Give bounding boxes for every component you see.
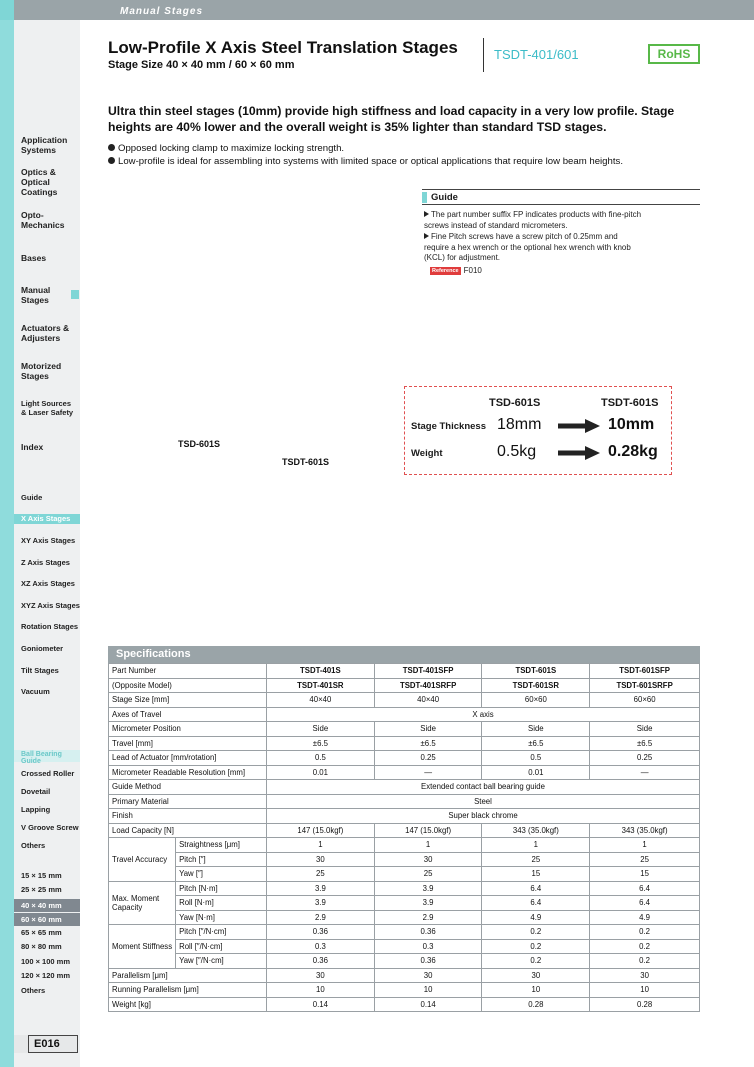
table-row — [109, 838, 700, 853]
row-label: Micrometer Position — [109, 722, 267, 737]
comparison-box — [404, 386, 672, 475]
feature-bullet-2-text: Low-profile is ideal for assembling into systems with limited space or optical applications that require low beam heights. — [118, 156, 623, 167]
table-cell: 1 — [590, 838, 700, 853]
left-stripe — [0, 20, 14, 1067]
table-cell: 6.4 — [590, 881, 700, 896]
reference-badge: Reference — [432, 268, 459, 274]
guide-header — [422, 189, 700, 205]
table-cell: Side — [482, 722, 590, 737]
table-cell: 343 (35.0kgf) — [482, 823, 590, 838]
table-cell: 0.28 — [482, 997, 590, 1012]
table-cell: Side — [590, 722, 700, 737]
row-label: Roll [N·m] — [176, 896, 267, 911]
sidebar-item-manual-stages[interactable]: Manual Stages — [21, 285, 51, 305]
table-cell: 343 (35.0kgf) — [590, 823, 700, 838]
table-cell: 2.9 — [374, 910, 482, 925]
table-cell: Side — [267, 722, 375, 737]
table-row — [109, 939, 700, 954]
sidebar-item-optics[interactable]: Optics & Optical Coatings — [21, 167, 58, 197]
table-cell: 15 — [590, 867, 700, 882]
table-cell: 3.9 — [374, 881, 482, 896]
guide-item-1-text: The part number suffix FP indicates products with fine-pitch screws instead of standard micrometers. — [424, 210, 642, 230]
table-cell: Steel — [267, 794, 700, 809]
table-cell: — — [374, 765, 482, 780]
table-cell: 0.3 — [374, 939, 482, 954]
sidebar-guide-v-groove[interactable]: V Groove Screw — [21, 823, 79, 832]
sidebar-guide-dovetail[interactable]: Dovetail — [21, 787, 51, 796]
table-cell: 0.28 — [590, 997, 700, 1012]
table-cell: 0.36 — [267, 954, 375, 969]
sidebar-sub-rotation-stages[interactable]: Rotation Stages — [21, 622, 79, 631]
row-label: Yaw [″] — [176, 867, 267, 882]
table-cell: 25 — [374, 867, 482, 882]
reference-link[interactable] — [430, 266, 482, 275]
guide-item-2 — [424, 232, 644, 264]
table-row — [109, 693, 700, 708]
table-cell: 1 — [267, 838, 375, 853]
sidebar-size-60[interactable]: 60 × 60 mm — [14, 913, 80, 926]
guide-title: Guide — [431, 192, 458, 203]
table-cell: 6.4 — [482, 896, 590, 911]
table-cell: Extended contact ball bearing guide — [267, 780, 700, 795]
table-row — [109, 707, 700, 722]
table-cell: 0.01 — [482, 765, 590, 780]
opposite-cell: TSDT-401SRFP — [374, 678, 482, 693]
table-row — [109, 664, 700, 679]
table-row — [109, 809, 700, 824]
opposite-cell: TSDT-401SR — [267, 678, 375, 693]
table-cell: 3.9 — [267, 896, 375, 911]
table-cell: ±6.5 — [267, 736, 375, 751]
table-cell: 0.5 — [482, 751, 590, 766]
table-cell: 30 — [482, 968, 590, 983]
table-cell: 10 — [267, 983, 375, 998]
table-cell: 0.36 — [267, 925, 375, 940]
comparison-old-thickness: 18mm — [497, 416, 542, 433]
feature-bullet-1 — [108, 143, 344, 154]
table-cell: 30 — [590, 968, 700, 983]
sidebar-sub-z-axis-stages[interactable]: Z Axis Stages — [21, 558, 70, 567]
table-cell: 3.9 — [267, 881, 375, 896]
specifications-header — [108, 646, 700, 663]
row-label: Micrometer Readable Resolution [mm] — [109, 765, 267, 780]
row-label: (Opposite Model) — [109, 678, 267, 693]
ball-bearing-guide-label: Ball Bearing Guide — [21, 751, 62, 765]
sidebar-size-40[interactable]: 40 × 40 mm — [14, 899, 80, 912]
table-cell: 10 — [482, 983, 590, 998]
table-row — [109, 722, 700, 737]
row-label: Pitch [″/N·cm] — [176, 925, 267, 940]
row-label: Guide Method — [109, 780, 267, 795]
active-category-indicator — [71, 290, 79, 299]
table-cell: 60×60 — [482, 693, 590, 708]
page-number-box — [14, 1035, 78, 1053]
table-row — [109, 983, 700, 998]
model-cell: TSDT-601S — [482, 664, 590, 679]
table-cell: 0.01 — [267, 765, 375, 780]
page-subtitle: Stage Size 40 × 40 mm / 60 × 60 mm — [108, 59, 295, 71]
table-cell: 0.14 — [267, 997, 375, 1012]
table-cell: 10 — [374, 983, 482, 998]
table-row — [109, 751, 700, 766]
specifications-title: Specifications — [116, 648, 191, 660]
row-label: Stage Size [mm] — [109, 693, 267, 708]
feature-bullet-1-text: Opposed locking clamp to maximize locking strength. — [118, 143, 345, 154]
page-title: Low-Profile X Axis Steel Translation Stages — [108, 38, 458, 57]
table-row — [109, 925, 700, 940]
sidebar-item-index[interactable]: Index — [21, 442, 44, 452]
table-cell: 30 — [267, 968, 375, 983]
comparison-old-weight: 0.5kg — [497, 443, 537, 460]
table-cell: 15 — [482, 867, 590, 882]
row-label: Lead of Actuator [mm/rotation] — [109, 751, 267, 766]
table-cell: 0.14 — [374, 997, 482, 1012]
guide-marker — [422, 192, 427, 203]
row-label: Finish — [109, 809, 267, 824]
row-label: Yaw [N·m] — [176, 910, 267, 925]
table-row — [109, 852, 700, 867]
table-cell: 30 — [267, 852, 375, 867]
sidebar-size-120[interactable]: 120 × 120 mm — [21, 971, 70, 980]
row-label: Travel [mm] — [109, 736, 267, 751]
photo-label-tsdt: TSDT-601S — [282, 457, 330, 467]
group-label: Max. Moment Capacity — [109, 881, 176, 925]
comparison-col-old: TSD-601S — [489, 397, 541, 409]
top-band-accent — [0, 0, 14, 20]
table-row — [109, 765, 700, 780]
table-cell: X axis — [267, 707, 700, 722]
row-label: Yaw [″/N·cm] — [176, 954, 267, 969]
comparison-new-thickness: 10mm — [608, 416, 655, 433]
table-cell: 0.2 — [590, 939, 700, 954]
lead-text: Ultra thin steel stages (10mm) provide high stiffness and load capacity in a very low profile. Stage heights are 40% lower and the overall weight is 35% lighter than standard TSD stages. — [108, 104, 675, 134]
row-label: Parallelism [μm] — [109, 968, 267, 983]
table-cell: 147 (15.0kgf) — [374, 823, 482, 838]
sidebar-sub-goniometer[interactable]: Goniometer — [21, 644, 64, 653]
sidebar-sub-xz-axis-stages[interactable]: XZ Axis Stages — [21, 579, 75, 588]
table-row — [109, 881, 700, 896]
table-cell: 2.9 — [267, 910, 375, 925]
section-title: Manual Stages — [120, 6, 204, 17]
comparison-new-weight: 0.28kg — [608, 443, 658, 460]
table-cell: 0.25 — [374, 751, 482, 766]
sidebar-size-25[interactable]: 25 × 25 mm — [21, 885, 62, 894]
table-cell: ±6.5 — [374, 736, 482, 751]
table-row — [109, 997, 700, 1012]
table-cell: 25 — [482, 852, 590, 867]
model-cell: TSDT-401S — [267, 664, 375, 679]
table-cell: 4.9 — [590, 910, 700, 925]
table-row — [109, 678, 700, 693]
row-label: Pitch [″] — [176, 852, 267, 867]
table-row — [109, 823, 700, 838]
model-cell: TSDT-601SFP — [590, 664, 700, 679]
row-label: Running Parallelism [μm] — [109, 983, 267, 998]
table-cell: ±6.5 — [590, 736, 700, 751]
table-row — [109, 780, 700, 795]
sidebar-sub-xyz-axis-stages[interactable]: XYZ Axis Stages — [21, 601, 80, 610]
header-divider — [483, 38, 484, 72]
sidebar-item-bases[interactable]: Bases — [21, 253, 47, 263]
bullet-dot-icon — [108, 157, 115, 164]
table-cell: 30 — [374, 968, 482, 983]
comparison-label-thickness: Stage Thickness — [411, 421, 486, 432]
table-row — [109, 736, 700, 751]
table-cell: 0.3 — [267, 939, 375, 954]
sidebar-size-65[interactable]: 65 × 65 mm — [21, 928, 62, 937]
feature-bullet-2 — [108, 156, 623, 167]
table-cell: 4.9 — [482, 910, 590, 925]
page-number: E016 — [34, 1038, 60, 1050]
row-label: Primary Material — [109, 794, 267, 809]
rohs-badge: RoHS — [648, 44, 700, 64]
table-cell: 6.4 — [590, 896, 700, 911]
sidebar-size-80[interactable]: 80 × 80 mm — [21, 942, 62, 951]
table-cell: 147 (15.0kgf) — [267, 823, 375, 838]
table-cell: 60×60 — [590, 693, 700, 708]
table-cell: 0.2 — [482, 925, 590, 940]
table-cell: 0.2 — [590, 954, 700, 969]
table-cell: 0.25 — [590, 751, 700, 766]
triangle-bullet-icon — [424, 211, 429, 217]
table-cell: 40×40 — [374, 693, 482, 708]
table-cell: 25 — [267, 867, 375, 882]
row-label: Roll [″/N·cm] — [176, 939, 267, 954]
triangle-bullet-icon — [424, 233, 429, 239]
opposite-cell: TSDT-601SRFP — [590, 678, 700, 693]
comparison-col-new: TSDT-601S — [601, 397, 659, 409]
table-cell: Side — [374, 722, 482, 737]
row-label: Axes of Travel — [109, 707, 267, 722]
sidebar-item-motorized-stages[interactable]: Motorized Stages — [21, 361, 62, 381]
reference-page: F010 — [463, 266, 482, 275]
opposite-cell: TSDT-601SR — [482, 678, 590, 693]
row-label: Part Number — [109, 664, 267, 679]
bullet-dot-icon — [108, 144, 115, 151]
table-cell: Super black chrome — [267, 809, 700, 824]
sidebar-item-actuators[interactable]: Actuators & Adjusters — [21, 323, 70, 343]
table-cell: 30 — [374, 852, 482, 867]
sidebar-guide-others[interactable]: Others — [21, 841, 46, 850]
table-cell: 0.5 — [267, 751, 375, 766]
row-label: Weight [kg] — [109, 997, 267, 1012]
sidebar-sub-x-axis-stages[interactable]: X Axis Stages — [14, 514, 80, 524]
table-row — [109, 867, 700, 882]
arrow-right-icon — [558, 419, 600, 433]
guide-item-1 — [424, 210, 644, 231]
table-cell: 0.36 — [374, 925, 482, 940]
table-cell: — — [590, 765, 700, 780]
table-cell: 6.4 — [482, 881, 590, 896]
table-row — [109, 910, 700, 925]
table-cell: 0.2 — [590, 925, 700, 940]
sidebar-item-light-sources[interactable]: Light Sources & Laser Safety — [21, 399, 74, 417]
table-row — [109, 896, 700, 911]
table-cell: 0.36 — [374, 954, 482, 969]
model-number: TSDT-401/601 — [494, 47, 579, 62]
sidebar-sub-vacuum[interactable]: Vacuum — [21, 687, 50, 696]
sidebar-sub-tilt-stages[interactable]: Tilt Stages — [21, 666, 59, 675]
group-label: Moment Stiffness — [109, 925, 176, 969]
table-cell: 40×40 — [267, 693, 375, 708]
model-cell: TSDT-401SFP — [374, 664, 482, 679]
arrow-right-icon — [558, 446, 600, 460]
table-cell: 10 — [590, 983, 700, 998]
table-cell: 1 — [482, 838, 590, 853]
table-cell: 3.9 — [374, 896, 482, 911]
sidebar-size-15[interactable]: 15 × 15 mm — [21, 871, 62, 880]
table-cell: ±6.5 — [482, 736, 590, 751]
table-row — [109, 968, 700, 983]
sidebar-guide-crossed-roller[interactable]: Crossed Roller — [21, 769, 75, 778]
sidebar-size-100[interactable]: 100 × 100 mm — [21, 957, 70, 966]
specifications-table — [108, 663, 700, 1012]
row-label: Pitch [N·m] — [176, 881, 267, 896]
photo-label-tsd: TSD-601S — [178, 439, 221, 449]
sidebar-sub-xy-axis-stages[interactable]: XY Axis Stages — [21, 536, 76, 545]
table-cell: 1 — [374, 838, 482, 853]
sidebar-sub-guide[interactable]: Guide — [21, 493, 43, 502]
table-cell: 25 — [590, 852, 700, 867]
table-cell: 0.2 — [482, 939, 590, 954]
sidebar-size-others[interactable]: Others — [21, 986, 46, 995]
ball-bearing-guide-bar[interactable] — [14, 750, 80, 765]
group-label: Travel Accuracy — [109, 838, 176, 882]
guide-item-2-text: Fine Pitch screws have a screw pitch of 0.25mm and require a hex wrench or the optional hex wrench with knob (KCL) for adjustment. — [424, 232, 631, 262]
top-band — [0, 0, 754, 20]
comparison-label-weight: Weight — [411, 448, 443, 459]
row-label: Straightness [μm] — [176, 838, 267, 853]
table-cell: 0.2 — [482, 954, 590, 969]
table-row — [109, 954, 700, 969]
row-label: Load Capacity [N] — [109, 823, 267, 838]
sidebar-item-application-systems[interactable]: Application Systems — [21, 135, 68, 155]
sidebar-item-opto-mechanics[interactable]: Opto-Mechanics — [21, 210, 65, 230]
sidebar-guide-lapping[interactable]: Lapping — [21, 805, 51, 814]
table-row — [109, 794, 700, 809]
